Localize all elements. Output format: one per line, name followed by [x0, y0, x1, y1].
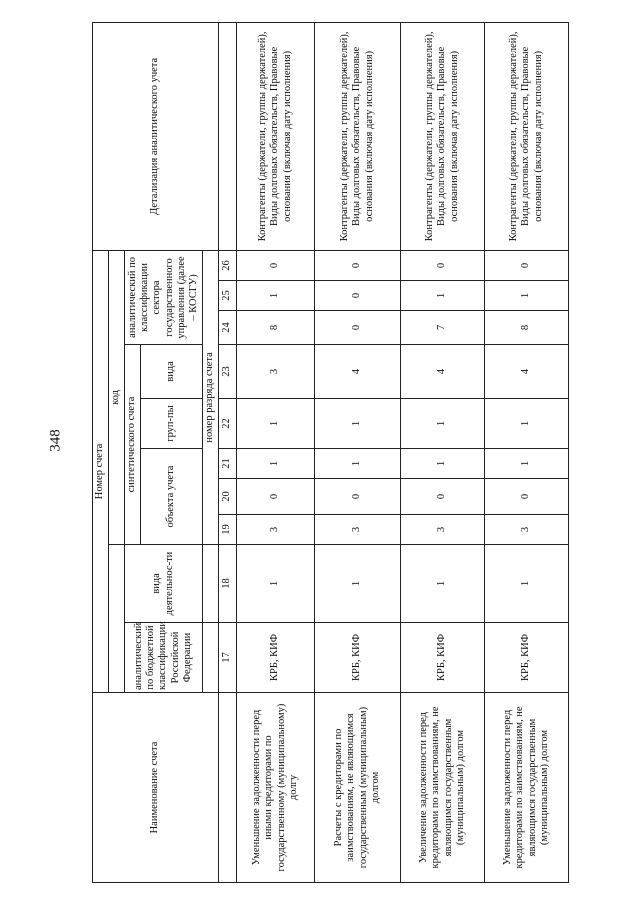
- cell-value: 0: [401, 250, 485, 280]
- cell-value: 3: [401, 515, 485, 545]
- column-number: 19: [219, 515, 237, 545]
- column-number-blank: [219, 693, 237, 883]
- column-number-blank: [219, 22, 237, 250]
- cell-value: 1: [401, 281, 485, 311]
- page-number: 348: [47, 429, 64, 452]
- header-digit-row: номер разряда счета: [203, 250, 219, 544]
- header-analytic-kosgu: аналитический по классификации сектора государственного управления (далее – КОСГУ): [125, 250, 203, 344]
- cell-value: 1: [315, 545, 401, 623]
- account-name: Увеличение задолженности перед кредиторами по заимствованиям, не являющимся государственным (муниципальным) долгом: [401, 693, 485, 883]
- header-synthetic: синтетического счета: [125, 345, 141, 545]
- header-blank: [109, 545, 125, 693]
- cell-value: 1: [237, 399, 315, 449]
- cell-value: 1: [237, 449, 315, 479]
- header-blank-3: [203, 545, 219, 623]
- account-name: Уменьшение задолженности перед кредиторами по заимствованиям, не являющимся государственным (муниципальным) долгом: [485, 693, 569, 883]
- cell-value: 7: [401, 311, 485, 345]
- header-object: объекта учета: [141, 449, 203, 545]
- account-name: Расчеты с кредиторами по заимствованиям, не являющимся государственным (муниципальным) долгом: [315, 693, 401, 883]
- table-row: [401, 22, 485, 882]
- cell-value: 1: [485, 281, 569, 311]
- cell-value: 1: [237, 545, 315, 623]
- column-number: 22: [219, 399, 237, 449]
- cell-value: 4: [401, 345, 485, 399]
- cell-value: КРБ, КИФ: [485, 623, 569, 693]
- cell-value: КРБ, КИФ: [237, 623, 315, 693]
- account-name: Уменьшение задолженности перед иными кредиторами по государственному (муниципальному) долгу: [237, 693, 315, 883]
- cell-value: 1: [315, 399, 401, 449]
- column-number: 23: [219, 345, 237, 399]
- table-row: [485, 22, 569, 882]
- header-kod: код: [109, 250, 125, 544]
- cell-value: 3: [315, 515, 401, 545]
- cell-value: КРБ, КИФ: [401, 623, 485, 693]
- cell-value: 0: [485, 479, 569, 515]
- cell-value: 4: [315, 345, 401, 399]
- header-account-number: Номер счета: [93, 250, 109, 692]
- accounts-table: [92, 22, 569, 883]
- header-detail: Детализация аналитического учета: [93, 22, 219, 250]
- cell-value: 1: [315, 449, 401, 479]
- cell-value: 1: [401, 399, 485, 449]
- account-detail: Контрагенты (держатели, группы держателей), Виды долговых обязательств, Правовые основания (включая дату исполнения): [485, 22, 569, 250]
- cell-value: 1: [485, 545, 569, 623]
- column-number: 17: [219, 623, 237, 693]
- account-detail: Контрагенты (держатели, группы держателей), Виды долговых обязательств, Правовые основания (включая дату исполнения): [315, 22, 401, 250]
- cell-value: 0: [315, 250, 401, 280]
- table-row: [315, 22, 401, 882]
- cell-value: 1: [401, 545, 485, 623]
- cell-value: 0: [237, 250, 315, 280]
- column-number: 21: [219, 449, 237, 479]
- header-analytic-bk: аналитический по бюджетной классификации Российской Федерации: [125, 623, 203, 693]
- header-group: груп-пы: [141, 399, 203, 449]
- header-blank-2: [203, 623, 219, 693]
- header-activity: вида деятельнос-ти: [125, 545, 203, 623]
- cell-value: 0: [315, 281, 401, 311]
- cell-value: 0: [315, 311, 401, 345]
- cell-value: 4: [485, 345, 569, 399]
- cell-value: 8: [485, 311, 569, 345]
- cell-value: 1: [485, 449, 569, 479]
- header-view: вида: [141, 345, 203, 399]
- cell-value: 0: [315, 479, 401, 515]
- account-detail: Контрагенты (держатели, группы держателей), Виды долговых обязательств, Правовые основания (включая дату исполнения): [401, 22, 485, 250]
- cell-value: 3: [485, 515, 569, 545]
- column-number: 24: [219, 311, 237, 345]
- cell-value: 3: [237, 345, 315, 399]
- column-number: 18: [219, 545, 237, 623]
- cell-value: 1: [485, 399, 569, 449]
- rotated-table-container: [92, 23, 566, 883]
- column-number: 25: [219, 281, 237, 311]
- cell-value: КРБ, КИФ: [315, 623, 401, 693]
- cell-value: 1: [401, 449, 485, 479]
- table-row: [237, 22, 315, 882]
- cell-value: 1: [237, 281, 315, 311]
- cell-value: 0: [401, 479, 485, 515]
- header-account-name: Наименование счета: [93, 693, 219, 883]
- column-number: 26: [219, 250, 237, 280]
- account-detail: Контрагенты (держатели, группы держателей), Виды долговых обязательств, Правовые основания (включая дату исполнения): [237, 22, 315, 250]
- cell-value: 0: [485, 250, 569, 280]
- cell-value: 3: [237, 515, 315, 545]
- cell-value: 8: [237, 311, 315, 345]
- cell-value: 0: [237, 479, 315, 515]
- column-number: 20: [219, 479, 237, 515]
